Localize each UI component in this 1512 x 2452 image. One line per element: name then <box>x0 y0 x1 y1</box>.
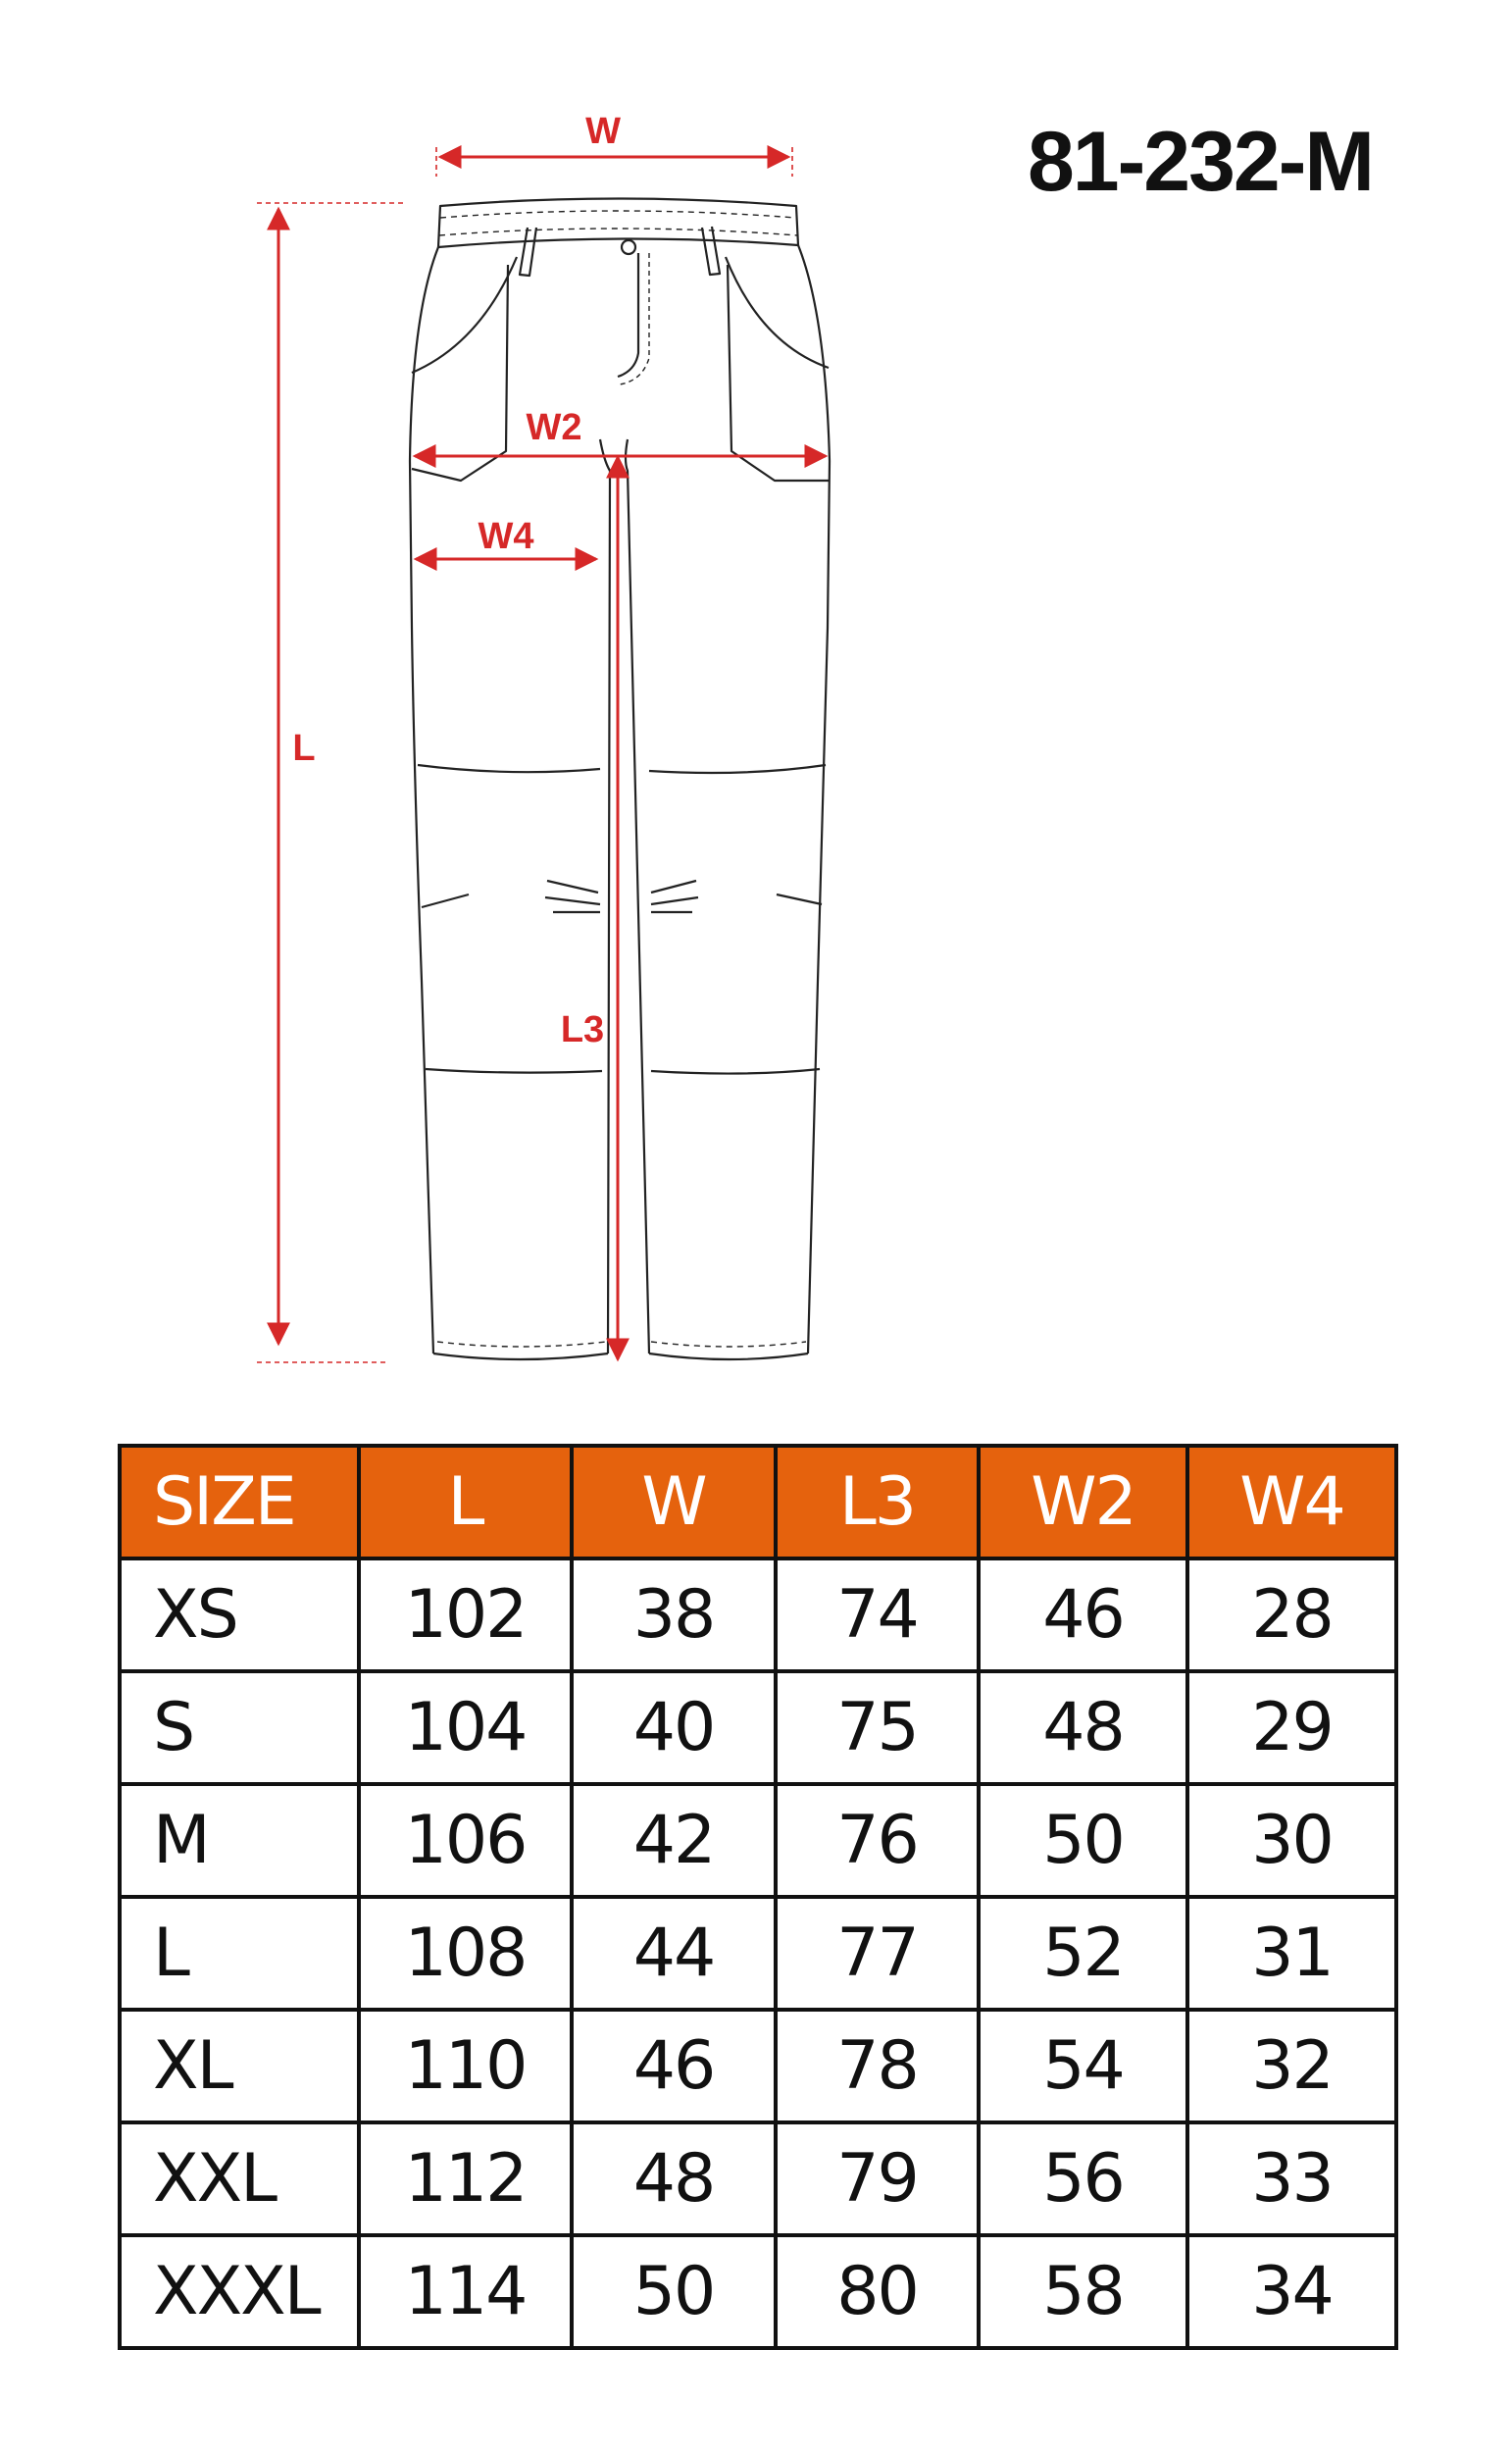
table-cell: 30 <box>1187 1784 1396 1897</box>
table-cell: 77 <box>776 1897 979 2010</box>
product-code: 81-232-M <box>1027 115 1373 209</box>
table-cell: 110 <box>359 2010 572 2122</box>
measurement-labels <box>292 111 621 1050</box>
table-cell: 50 <box>979 1784 1187 1897</box>
table-cell: 74 <box>776 1558 979 1671</box>
table-cell: 34 <box>1187 2235 1396 2348</box>
table-cell: 32 <box>1187 2010 1396 2122</box>
header-w: W <box>572 1446 776 1558</box>
table-row <box>120 1897 1396 2010</box>
header-l3: L3 <box>776 1446 979 1558</box>
table-cell: 114 <box>359 2235 572 2348</box>
table-cell: 46 <box>979 1558 1187 1671</box>
table-cell: 29 <box>1187 1671 1396 1784</box>
table-row <box>120 1671 1396 1784</box>
table-cell: 108 <box>359 1897 572 2010</box>
header-size: SIZE <box>120 1446 359 1558</box>
table-cell: 52 <box>979 1897 1187 2010</box>
table-cell: 28 <box>1187 1558 1396 1671</box>
measurement-lines <box>257 147 826 1362</box>
size-cell: XS <box>120 1558 359 1671</box>
table-cell: 31 <box>1187 1897 1396 2010</box>
header-l: L <box>359 1446 572 1558</box>
table-cell: 58 <box>979 2235 1187 2348</box>
table-cell: 78 <box>776 2010 979 2122</box>
table-header-row <box>120 1446 1396 1558</box>
table-row <box>120 2010 1396 2122</box>
label-w4: W4 <box>478 516 534 557</box>
header-w4: W4 <box>1187 1446 1396 1558</box>
size-cell: XL <box>120 2010 359 2122</box>
label-w: W <box>585 111 621 152</box>
table-cell: 106 <box>359 1784 572 1897</box>
header-w2: W2 <box>979 1446 1187 1558</box>
table-row <box>120 1784 1396 1897</box>
table-cell: 38 <box>572 1558 776 1671</box>
table-cell: 54 <box>979 2010 1187 2122</box>
size-cell: S <box>120 1671 359 1784</box>
table-cell: 80 <box>776 2235 979 2348</box>
table-cell: 75 <box>776 1671 979 1784</box>
table-row <box>120 2122 1396 2235</box>
table-cell: 33 <box>1187 2122 1396 2235</box>
size-cell: XXXL <box>120 2235 359 2348</box>
label-w2: W2 <box>526 407 582 448</box>
table-cell: 56 <box>979 2122 1187 2235</box>
table-cell: 46 <box>572 2010 776 2122</box>
table-cell: 50 <box>572 2235 776 2348</box>
label-l: L <box>292 728 316 769</box>
size-cell: L <box>120 1897 359 2010</box>
size-cell: M <box>120 1784 359 1897</box>
table-row <box>120 2235 1396 2348</box>
table-cell: 44 <box>572 1897 776 2010</box>
table-row <box>120 1558 1396 1671</box>
label-l3: L3 <box>560 1009 605 1050</box>
size-chart-table <box>118 1444 1398 2350</box>
table-cell: 40 <box>572 1671 776 1784</box>
table-cell: 76 <box>776 1784 979 1897</box>
table-cell: 102 <box>359 1558 572 1671</box>
table-cell: 42 <box>572 1784 776 1897</box>
table-cell: 104 <box>359 1671 572 1784</box>
table-cell: 48 <box>572 2122 776 2235</box>
table-cell: 79 <box>776 2122 979 2235</box>
table-cell: 112 <box>359 2122 572 2235</box>
table-cell: 48 <box>979 1671 1187 1784</box>
pants-outline <box>410 199 830 1360</box>
size-cell: XXL <box>120 2122 359 2235</box>
